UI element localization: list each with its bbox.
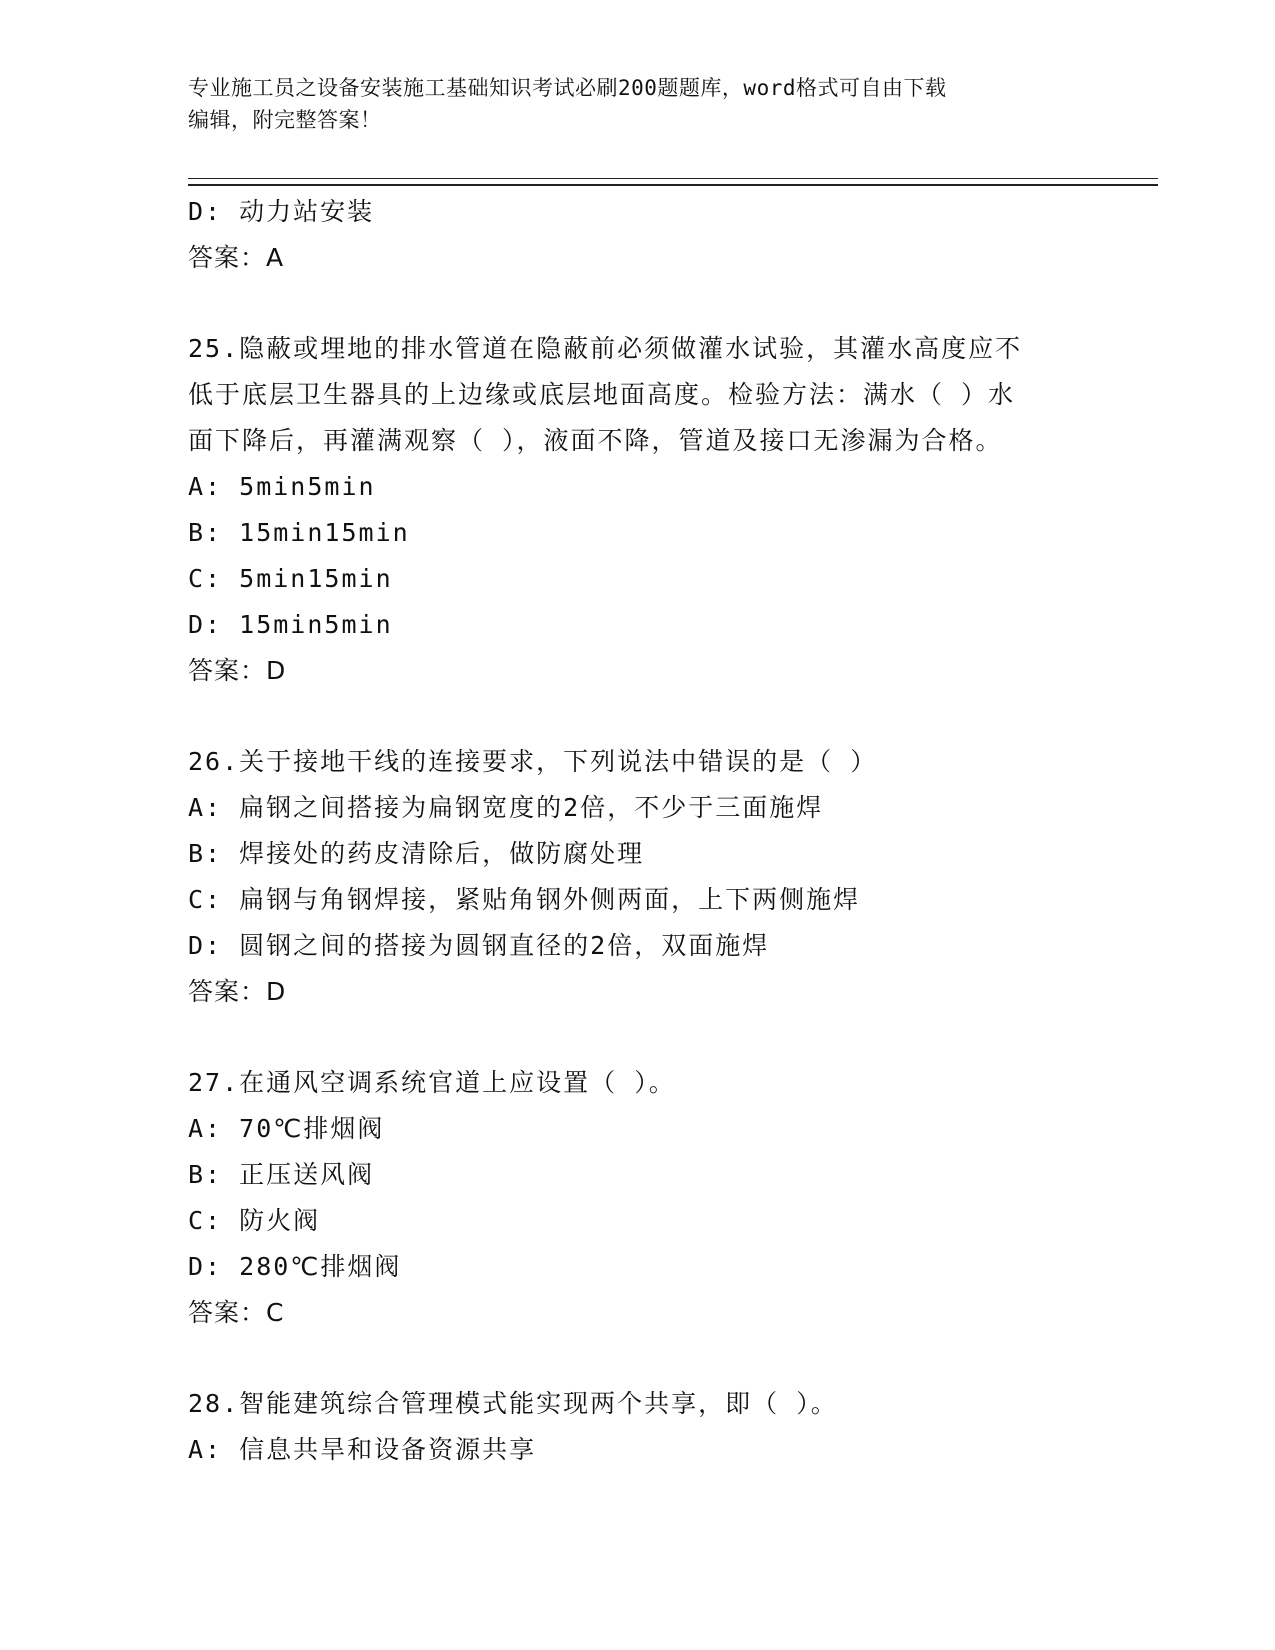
question-stem: 27.在通风空调系统官道上应设置（ ）。: [188, 1068, 676, 1097]
option-a: A: 5min5min: [188, 472, 376, 501]
option-c: C: 防火阀: [188, 1206, 321, 1235]
document-header: [188, 72, 1088, 136]
option-a: A: 70℃排烟阀: [188, 1114, 385, 1143]
question-stem: 25.隐蔽或埋地的排水管道在隐蔽前必须做灌水试验，其灌水高度应不: [188, 334, 1023, 363]
question-stem: 面下降后，再灌满观察（ ），液面不降，管道及接口无渗漏为合格。: [188, 426, 1003, 455]
answer-line: 答案：C: [188, 1298, 285, 1327]
option-d: D: 280℃排烟阀: [188, 1252, 402, 1281]
option-d: D: 动力站安装: [188, 197, 375, 226]
question-stem: 低于底层卫生器具的上边缘或底层地面高度。检验方法：满水（ ）水: [188, 380, 1016, 409]
question-block-25: [188, 326, 1088, 694]
option-b: B: 正压送风阀: [188, 1160, 375, 1189]
question-gap: [188, 1015, 1088, 1060]
question-gap: [188, 281, 1088, 326]
question-gap: [188, 1336, 1088, 1381]
header-title-line-2: 编辑，附完整答案！: [188, 108, 382, 132]
option-c: C: 5min15min: [188, 564, 393, 593]
option-a: A: 扁钢之间搭接为扁钢宽度的2倍，不少于三面施焊: [188, 793, 824, 822]
option-d: D: 圆钢之间的搭接为圆钢直径的2倍，双面施焊: [188, 931, 770, 960]
answer-line: 答案：A: [188, 243, 285, 272]
question-stem: 26.关于接地干线的连接要求，下列说法中错误的是（ ）: [188, 747, 878, 776]
question-stem: 28.智能建筑综合管理模式能实现两个共享，即（ ）。: [188, 1389, 838, 1418]
question-block-26: [188, 739, 1088, 1015]
option-b: B: 焊接处的药皮清除后，做防腐处理: [188, 839, 645, 868]
question-content: [188, 189, 1088, 1473]
question-gap: [188, 694, 1088, 739]
answer-line: 答案：D: [188, 656, 287, 685]
question-block-27: [188, 1060, 1088, 1336]
option-d: D: 15min5min: [188, 610, 393, 639]
option-c: C: 扁钢与角钢焊接，紧贴角钢外侧两面，上下两侧施焊: [188, 885, 861, 914]
header-divider: [188, 178, 1158, 186]
option-a: A: 信息共旱和设备资源共享: [188, 1435, 537, 1464]
answer-line: 答案：D: [188, 977, 287, 1006]
option-b: B: 15min15min: [188, 518, 410, 547]
header-title-line-1: 专业施工员之设备安装施工基础知识考试必刷200题题库，word格式可自由下载: [188, 76, 947, 100]
question-block-28: [188, 1381, 1088, 1473]
